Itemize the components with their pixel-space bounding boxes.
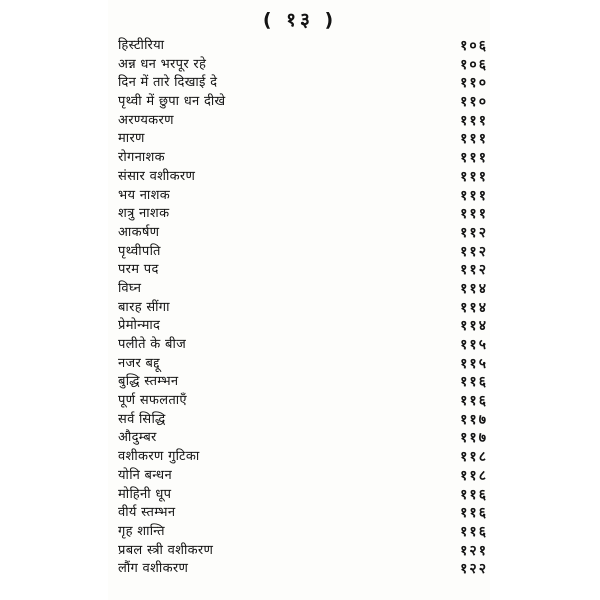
toc-entry (118, 56, 488, 75)
toc-entry (118, 149, 488, 168)
toc-entry-page-number: ११७ (460, 411, 488, 428)
toc-entry-title: पृथ्वी में छुपा धन दीखे (118, 94, 226, 110)
toc-entry (118, 486, 488, 505)
toc-entry-page-number: ११८ (460, 467, 488, 484)
toc-entry-page-number: ११६ (460, 505, 488, 522)
toc-entry-title: परम पद (118, 262, 159, 278)
toc-entry-title: मारण (118, 131, 145, 147)
toc-entry (118, 224, 488, 243)
toc-entry (118, 37, 488, 56)
toc-entry-title: लौंग वशीकरण (118, 561, 189, 577)
toc-entry-page-number: ११० (460, 75, 488, 92)
toc-entry-page-number: ११६ (460, 374, 488, 391)
toc-entry (118, 299, 488, 318)
toc-entry-title: दिन में तारे दिखाई दे (118, 75, 218, 91)
toc-entry-title: नजर बद्दू (118, 355, 160, 371)
toc-entry-title: शत्रु नाशक (118, 206, 170, 222)
toc-entry-page-number: ११५ (460, 355, 488, 372)
toc-entry (118, 112, 488, 131)
toc-entry-title: अरण्यकरण (118, 112, 174, 128)
toc-entry (118, 187, 488, 206)
toc-entry-page-number: ११२ (460, 224, 488, 241)
toc-entry (118, 261, 488, 280)
toc-entry-title: आकर्षण (118, 224, 160, 240)
toc-entry-title: भय नाशक (118, 187, 171, 203)
toc-entry-page-number: ११८ (460, 449, 488, 466)
toc-entry-page-number: १०६ (460, 38, 488, 54)
toc-entry-page-number: ११६ (460, 393, 488, 410)
toc-entry (118, 504, 488, 523)
toc-entry-title: पृथ्वीपति (118, 243, 161, 259)
toc-entry (118, 448, 488, 467)
toc-entry (118, 355, 488, 374)
toc-entry-page-number: १११ (460, 131, 488, 148)
toc-entry-title: बुद्धि स्तम्भन (118, 374, 179, 390)
toc-entry-page-number: १११ (460, 187, 488, 204)
toc-entry-title: पलीते के बीज (118, 337, 187, 352)
toc-entry-page-number: ११६ (460, 523, 488, 540)
toc-entry-page-number: १११ (460, 150, 488, 167)
toc-entry-page-number: १०६ (460, 56, 488, 73)
toc-entry-title: पूर्ण सफलताएँ (118, 393, 187, 409)
toc-entry (118, 93, 488, 112)
toc-entry (118, 373, 488, 392)
toc-entry-page-number: १२१ (460, 542, 488, 559)
toc-entry-title: गृह शान्ति (118, 523, 165, 539)
toc-entry-title: अन्न धन भरपूर रहे (118, 56, 207, 72)
toc-entry (118, 130, 488, 149)
toc-entry-page-number: ११० (460, 94, 488, 111)
toc-entry-title: प्रेमोन्माद (118, 318, 161, 334)
toc-entry-title: विघ्न (118, 280, 142, 296)
toc-entry (118, 467, 488, 486)
toc-entry (118, 392, 488, 411)
toc-entry (118, 317, 488, 336)
toc-entry (118, 168, 488, 187)
toc-entry-page-number: ११४ (460, 318, 488, 335)
page-number: ( १३ ) (262, 9, 338, 31)
toc-entry-page-number: ११२ (460, 243, 488, 260)
toc-entry-title: औदुम्बर (118, 430, 157, 446)
toc-entry-title: प्रबल स्त्री वशीकरण (118, 542, 214, 558)
toc-entry-page-number: ११२ (460, 262, 488, 279)
toc-entry-title: मोहिनी धूप (118, 486, 172, 502)
toc-entry-page-number: ११४ (460, 280, 488, 297)
toc-entry-page-number: १११ (460, 206, 488, 223)
toc-entry-title: बारह सींगा (118, 299, 170, 315)
toc-entry (118, 523, 488, 542)
toc-entry-page-number: ११६ (460, 486, 488, 503)
toc-entry-title: वशीकरण गुटिका (118, 449, 200, 465)
toc-entry-title: हिस्टीरिया (118, 38, 165, 53)
toc-entry (118, 205, 488, 224)
toc-entry (118, 560, 488, 579)
toc-entry-page-number: १११ (460, 168, 488, 185)
toc-entry-title: योनि बन्धन (118, 467, 172, 483)
toc-entry-title: सर्व सिद्धि (118, 411, 166, 427)
toc-entry-page-number: ११४ (460, 299, 488, 316)
table-of-contents (118, 37, 488, 579)
toc-entry (118, 411, 488, 430)
toc-entry-title: वीर्य स्तम्भन (118, 505, 176, 521)
toc-entry (118, 280, 488, 299)
toc-entry-page-number: ११५ (460, 337, 488, 353)
toc-entry-page-number: ११७ (460, 430, 488, 447)
toc-entry-title: रोगनाशक (118, 150, 165, 166)
toc-entry (118, 429, 488, 448)
toc-entry-title: संसार वशीकरण (118, 168, 196, 184)
toc-entry-page-number: १११ (460, 112, 488, 129)
toc-entry (118, 243, 488, 262)
toc-entry (118, 74, 488, 93)
toc-entry (118, 336, 488, 355)
toc-entry (118, 542, 488, 561)
toc-entry-page-number: १२२ (460, 561, 488, 578)
